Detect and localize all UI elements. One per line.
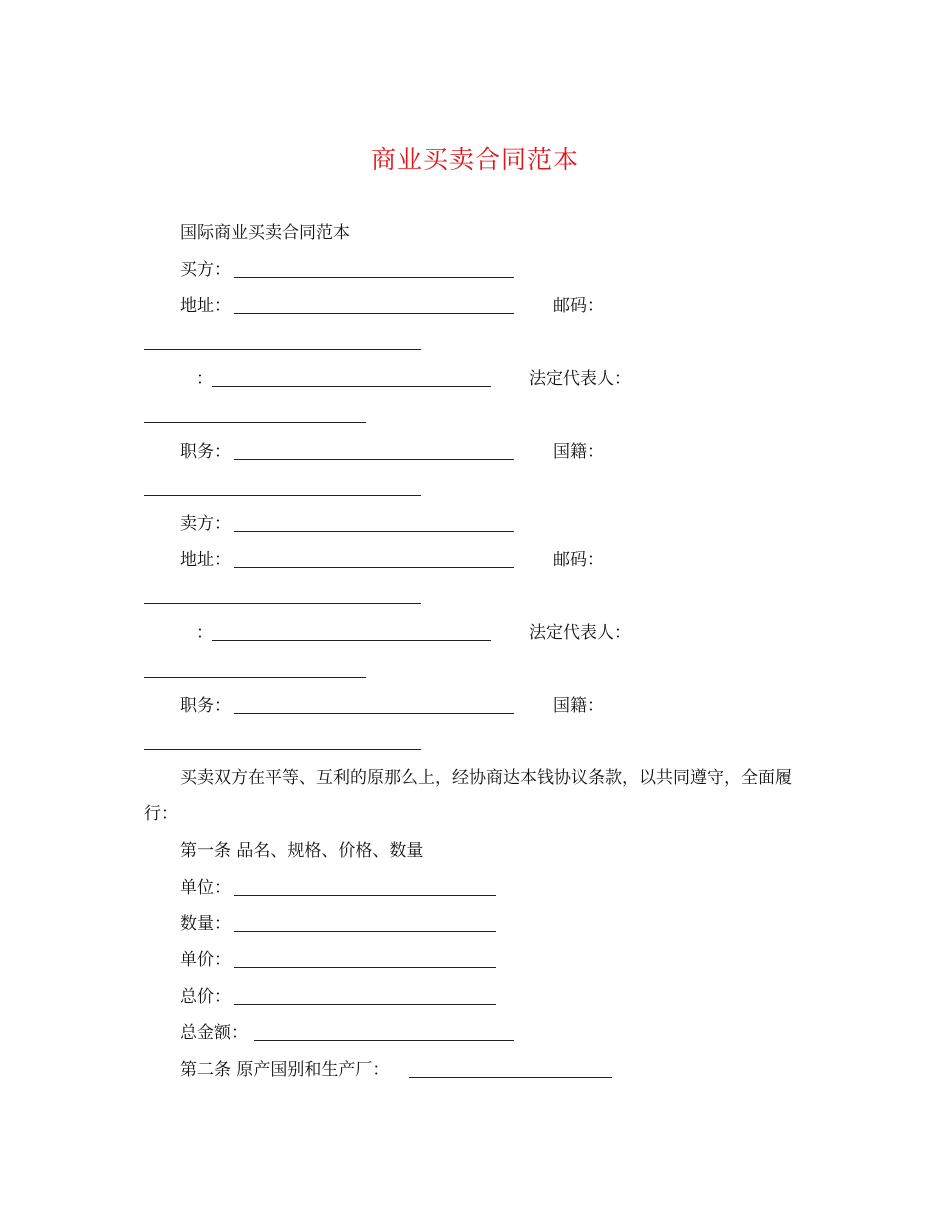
seller-phone-colon: ： xyxy=(196,623,213,643)
seller-legal-rep-blank[interactable] xyxy=(144,677,366,678)
unit-price-label: 单价： xyxy=(180,950,231,970)
seller-position-label: 职务： xyxy=(180,696,231,716)
buyer-address-label: 地址： xyxy=(180,296,231,316)
total-amount-label: 总金额： xyxy=(180,1023,248,1043)
buyer-name-blank[interactable] xyxy=(234,277,514,278)
buyer-position-blank[interactable] xyxy=(234,459,514,460)
buyer-legal-rep-blank[interactable] xyxy=(144,422,366,423)
quantity-blank[interactable] xyxy=(234,931,496,932)
article2-heading: 第二条 原产国别和生产厂： xyxy=(180,1060,390,1080)
seller-nationality-blank[interactable] xyxy=(144,749,421,750)
seller-position-blank[interactable] xyxy=(234,713,514,714)
buyer-address-blank[interactable] xyxy=(234,313,514,314)
buyer-nationality-label: 国籍： xyxy=(553,442,604,462)
seller-label: 卖方： xyxy=(180,514,231,534)
total-amount-blank[interactable] xyxy=(254,1040,514,1041)
seller-name-blank[interactable] xyxy=(234,531,514,532)
document-subtitle: 国际商业买卖合同范本 xyxy=(180,223,350,243)
buyer-postcode-label: 邮码： xyxy=(553,296,604,316)
unit-price-blank[interactable] xyxy=(234,967,496,968)
buyer-legal-rep-label: 法定代表人： xyxy=(529,369,631,389)
buyer-label: 买方： xyxy=(180,260,231,280)
seller-address-label: 地址： xyxy=(180,550,231,570)
unit-blank[interactable] xyxy=(234,895,496,896)
seller-postcode-blank[interactable] xyxy=(144,603,421,604)
seller-nationality-label: 国籍： xyxy=(553,696,604,716)
article1-heading: 第一条 品名、规格、价格、数量 xyxy=(180,841,424,861)
total-price-blank[interactable] xyxy=(234,1004,496,1005)
buyer-nationality-blank[interactable] xyxy=(144,495,421,496)
total-price-label: 总价： xyxy=(180,987,231,1007)
intro-paragraph: 买卖双方在平等、互利的原那么上，经协商达本钱协议条款，以共同遵守，全面履行： xyxy=(144,768,792,824)
buyer-position-label: 职务： xyxy=(180,442,231,462)
buyer-phone-colon: ： xyxy=(196,369,213,389)
seller-legal-rep-label: 法定代表人： xyxy=(529,623,631,643)
buyer-postcode-blank[interactable] xyxy=(144,349,421,350)
seller-address-blank[interactable] xyxy=(234,567,514,568)
document-title: 商业买卖合同范本 xyxy=(370,145,579,174)
quantity-label: 数量： xyxy=(180,914,231,934)
seller-postcode-label: 邮码： xyxy=(553,550,604,570)
unit-label: 单位： xyxy=(180,878,231,898)
origin-manufacturer-blank[interactable] xyxy=(409,1077,612,1078)
buyer-phone-blank[interactable] xyxy=(212,386,491,387)
seller-phone-blank[interactable] xyxy=(212,640,491,641)
